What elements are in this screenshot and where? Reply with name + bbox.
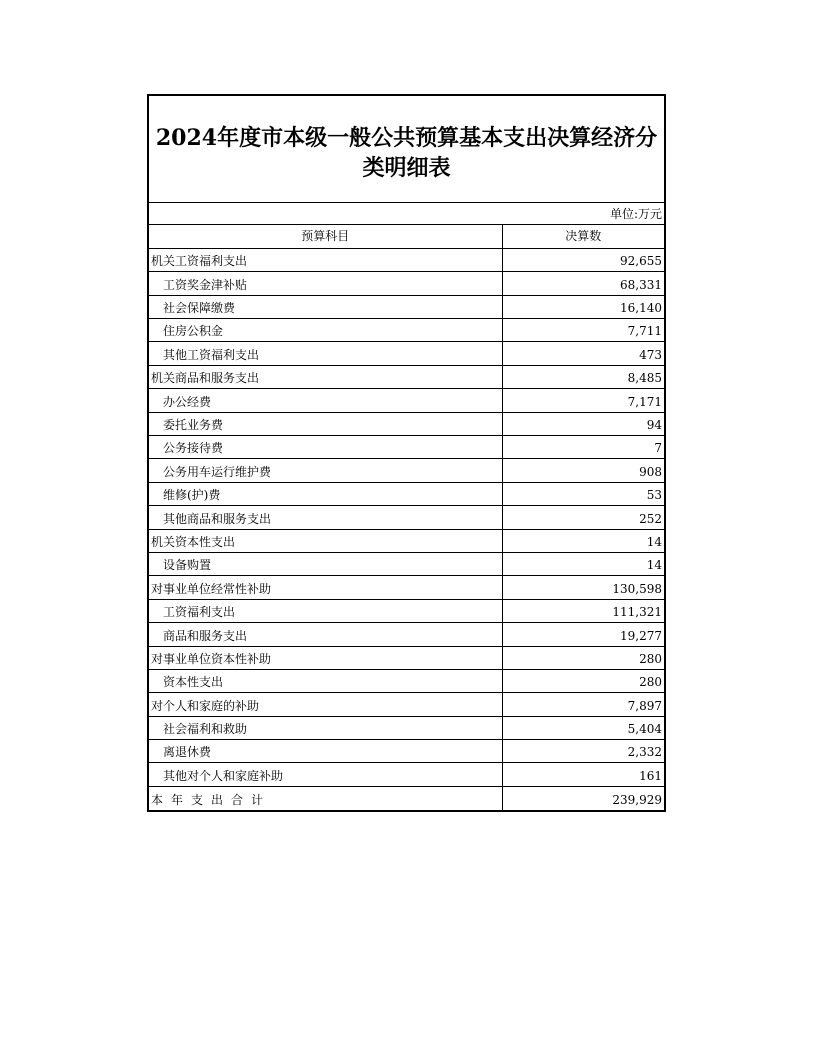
row-subject: 公务用车运行维护费 [149, 459, 502, 482]
row-amount: 908 [502, 459, 664, 482]
row-subject: 办公经费 [149, 389, 502, 412]
budget-sheet [147, 94, 666, 812]
row-amount: 92,655 [502, 248, 664, 271]
row-amount: 2,332 [502, 740, 664, 763]
row-subject: 社会保障缴费 [149, 295, 502, 318]
row-subject: 住房公积金 [149, 319, 502, 342]
row-amount: 68,331 [502, 272, 664, 295]
column-header-subject: 预算科目 [149, 225, 502, 248]
page-title: 2024年度市本级一般公共预算基本支出决算经济分类明细表 [155, 125, 658, 181]
row-subject: 其他商品和服务支出 [149, 506, 502, 529]
row-subject: 设备购置 [149, 552, 502, 575]
column-header-amount: 决算数 [502, 225, 664, 248]
row-subject: 对事业单位资本性补助 [149, 646, 502, 669]
table-row [149, 459, 664, 482]
row-amount: 111,321 [502, 599, 664, 622]
row-subject: 其他对个人和家庭补助 [149, 763, 502, 786]
table-row [149, 365, 664, 388]
table-row [149, 295, 664, 318]
total-row [149, 786, 664, 809]
row-amount: 5,404 [502, 716, 664, 739]
row-amount: 161 [502, 763, 664, 786]
table-row [149, 272, 664, 295]
row-amount: 130,598 [502, 576, 664, 599]
table-row [149, 576, 664, 599]
row-subject: 机关商品和服务支出 [149, 365, 502, 388]
row-subject: 对事业单位经常性补助 [149, 576, 502, 599]
row-subject: 资本性支出 [149, 669, 502, 692]
table-row [149, 716, 664, 739]
row-amount: 7,711 [502, 319, 664, 342]
table-row [149, 740, 664, 763]
row-amount: 280 [502, 669, 664, 692]
row-amount: 14 [502, 552, 664, 575]
table-row [149, 669, 664, 692]
table-row [149, 623, 664, 646]
title-box [149, 96, 664, 203]
row-subject: 维修(护)费 [149, 482, 502, 505]
table-row [149, 412, 664, 435]
table-row [149, 248, 664, 271]
budget-table [149, 225, 664, 810]
table-row [149, 693, 664, 716]
row-subject: 工资奖金津补贴 [149, 272, 502, 295]
table-row [149, 342, 664, 365]
table-row [149, 646, 664, 669]
table-row [149, 389, 664, 412]
table-row [149, 436, 664, 459]
table-row [149, 763, 664, 786]
table-row [149, 599, 664, 622]
row-subject: 委托业务费 [149, 412, 502, 435]
row-amount: 7 [502, 436, 664, 459]
total-label: 本年支出合计 [149, 786, 502, 809]
row-subject: 社会福利和救助 [149, 716, 502, 739]
row-amount: 252 [502, 506, 664, 529]
row-amount: 7,897 [502, 693, 664, 716]
table-row [149, 482, 664, 505]
table-row [149, 319, 664, 342]
row-subject: 机关资本性支出 [149, 529, 502, 552]
total-amount: 239,929 [612, 792, 662, 807]
row-subject: 商品和服务支出 [149, 623, 502, 646]
row-amount: 19,277 [502, 623, 664, 646]
row-amount: 14 [502, 529, 664, 552]
row-amount: 280 [502, 646, 664, 669]
row-amount: 16,140 [502, 295, 664, 318]
table-row [149, 506, 664, 529]
table-row [149, 552, 664, 575]
unit-label: 单位:万元 [149, 203, 664, 225]
row-amount: 94 [502, 412, 664, 435]
table-body [149, 248, 664, 809]
row-amount: 473 [502, 342, 664, 365]
row-subject: 公务接待费 [149, 436, 502, 459]
row-amount: 7,171 [502, 389, 664, 412]
row-subject: 离退休费 [149, 740, 502, 763]
row-amount: 8,485 [502, 365, 664, 388]
row-subject: 机关工资福利支出 [149, 248, 502, 271]
row-subject: 对个人和家庭的补助 [149, 693, 502, 716]
row-subject: 其他工资福利支出 [149, 342, 502, 365]
table-row [149, 529, 664, 552]
row-amount: 53 [502, 482, 664, 505]
row-subject: 工资福利支出 [149, 599, 502, 622]
table-header-row [149, 225, 664, 248]
